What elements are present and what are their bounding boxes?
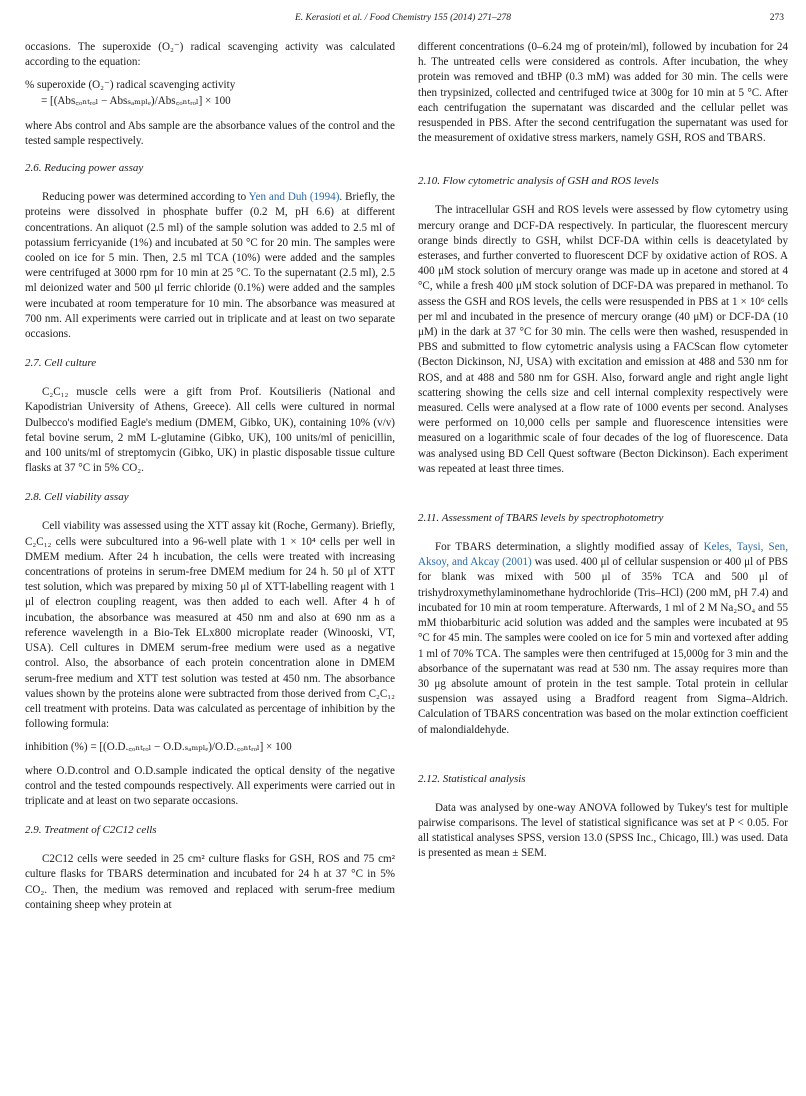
equation-inhibition: inhibition (%) = [(O.D.꜀ₒₙₜᵣₒₗ − O.D.ₛₐₘₚₗₑ)/O.D.꜀ₒₙₜᵣₒₗ] × 100 bbox=[25, 741, 292, 754]
tbars-lead: For TBARS determination, a slightly modified assay of bbox=[435, 541, 699, 554]
journal-citation: E. Kerasioti et al. / Food Chemistry 155 (2014) 271–278 bbox=[294, 13, 512, 23]
section-heading-2-8: 2.8. Cell viability assay bbox=[25, 491, 129, 504]
left-column bbox=[25, 40, 395, 913]
section-heading-2-11: 2.11. Assessment of TBARS levels by spectrophotometry bbox=[418, 512, 664, 525]
paragraph-cell-culture: C₂C₁₂ muscle cells were a gift from Prof. Koutsilieris (National and Kapodistrian University of Athens, Greece). All cells were cultured in normal Dulbecco's modified Eagle's medium (DMEM, Gibko, UK), containing 10% (v/v) fetal bovine serum, 2 mM L-glutamine (Gibko, UK), 100 units/ml of penicillin, and 100 units/ml of streptomycin (Gibko, UK) in plastic disposable tissue culture flasks at 37 °C in 5% CO₂. bbox=[25, 386, 395, 475]
section-heading-2-7: 2.7. Cell culture bbox=[25, 357, 97, 370]
paragraph-flow-cytometry: The intracellular GSH and ROS levels were assessed by flow cytometry using mercury orange and DCF-DA respectively. In particular, the fluorescent mercury orange binds directly to GSH, whilst DCF-DA within cells is deacetylated by esterases, and further converted to fluorescent DCF by oxidative action of ROS. A 400 μM stock solution of mercury orange was made up in acetone and stored at 4 °C, while a fresh 400 μM stock solution of DCF-DA was prepared in methanol. To assess the GSH and ROS levels, the cells were resuspended in PBS at 1 × 10⁶ cells per ml and incubated in the presence of mercury orange (40 μM) or DCF-DA (10 μM) in the dark at 37 °C for 30 min. The cells were then washed, resuspended in PBS and submitted to flow cytometric analysis using a FACScan flow cytometer (Becton Dickinson, NJ, USA) with excitation and emission at 488 and 530 nm for ROS, and at 488 and 580 nm for GSH. Also, forward angle and right angle light scattering showing the cells size and cell internal complexity respectively were measured. Cells were analysed at a flow rate of 1000 events per second. Analyses were performed on 10,000 cells per sample and fluorescence intensities were measured on a logarithmic scale of four decades of the log of fluorescence. Data was analysed using BD Cell Quest software (Becton Dickinson). Each experiment was repeated at least three times. bbox=[418, 204, 788, 475]
equation-superoxide-line2: = [(Abs꜀ₒₙₜᵣₒₗ − Absₛₐₘₚₗₑ)/Abs꜀ₒₙₜᵣₒₗ] × 100 bbox=[41, 94, 231, 107]
page-number: 273 bbox=[769, 13, 784, 23]
reference-link-keles[interactable]: Keles, Taysi, Sen, Aksoy, and Akcay (2001) bbox=[418, 541, 788, 569]
equation-inhibition-note: where O.D.control and O.D.sample indicated the optical density of the negative control and the tested compounds respectively. All experiments were carried out in triplicate and at least on two separate occasions. bbox=[25, 764, 395, 807]
section-heading-2-10: 2.10. Flow cytometric analysis of GSH and ROS levels bbox=[418, 175, 659, 188]
equation-superoxide-line1: % superoxide (O₂⁻) radical scavenging activity bbox=[25, 79, 236, 92]
right-column bbox=[418, 40, 788, 862]
paragraph-tbars bbox=[418, 540, 788, 738]
paragraph-superoxide-intro: occasions. The superoxide (O₂⁻) radical scavenging activity was calculated according to the equation: bbox=[25, 41, 395, 69]
paragraph-reducing-power bbox=[25, 190, 395, 342]
paragraph-statistics: Data was analysed by one-way ANOVA followed by Tukey's test for multiple pairwise comparisons. The level of statistical significance was set at P < 0.05. For all statistical analyses SPSS, version 13.0 (SPSS Inc., Chicago, Ill.) was used. Data is presented as mean ± SEM. bbox=[418, 801, 788, 860]
paragraph-treatment-continued: different concentrations (0–6.24 mg of protein/ml), followed by incubation for 24 h. The untreated cells were considered as controls. After incubation, the whey protein was removed and tBHP (0.3 mM) was added for 30 min. The cells were then trypsinized, collected and centrifuged twice at 300g for 10 min at 5 °C. After each centrifugation the supernatant was discarded and the cellular pellet was resuspended in PBS. After the second centrifugation the supernatant was used for the measurement of oxidative stress markers, namely GSH, ROS and TBARS. bbox=[418, 41, 788, 145]
section-heading-2-9: 2.9. Treatment of C2C12 cells bbox=[25, 824, 157, 837]
paragraph-treatment-c2c12: C2C12 cells were seeded in 25 cm² culture flasks for GSH, ROS and 75 cm² culture flasks for TBARS determination and incubated for 24 h at 37 °C in 5% CO₂. Then, the medium was removed and replaced with serum-free medium containing sheep whey protein at bbox=[25, 853, 395, 911]
reference-link-yen-duh[interactable]: Yen and Duh (1994) bbox=[248, 191, 340, 204]
reducing-power-lead: Reducing power was determined according to bbox=[42, 191, 247, 204]
running-head bbox=[0, 13, 806, 29]
section-heading-2-6: 2.6. Reducing power assay bbox=[25, 162, 144, 175]
reducing-power-body: . Briefly, the proteins were dissolved in phosphate buffer (0.2 M, pH 6.6) at different concentrations. An aliquot (2.5 ml) of the sample solution was added to 2.5 ml of potassium ferricyanide (1%) and incubated at 50 °C for 20 min. The samples were cooled on ice for 5 min. Then, 2.5 ml TCA (10%) were added and the samples were centrifuged at 3000 rpm for 10 min at 25 °C. To the supernatant (2.5 ml), 2.5 ml deionized water and 500 μl ferric chloride (0.1%) were added and the samples were incubated at room temperature for 10 min. The absorbance was measured at 700 nm. All experiments were carried out in triplicate and at least on two separate occasions. bbox=[25, 191, 395, 341]
section-heading-2-12: 2.12. Statistical analysis bbox=[418, 772, 526, 785]
tbars-body: was used. 400 μl of cellular suspension or 400 μl of PBS for blank was mixed with 500 μl of 35% TCA and 500 μl of trishydroxymethylaminomethane hydrochloride (Tris–HCl) (200 mM, pH 7.4) and incubated for 10 min at room temperature. Afterwards, 1 ml of 2 M Na₂SO₄ and 55 mM thiobarbituric acid solution was added and the samples were incubated at 95 °C for 45 min. The samples were cooled on ice for 5 min and vortexed after adding 1 ml of 70% TCA. The samples were then centrifuged at 15,000g for 3 min and the absorbance of the supernatant was read at 530 nm. The assay requires more than 30 μg absolute amount of protein in the test sample. Total protein in cellular suspension was assayed using a Bradford reagent from Sigma–Aldrich. Calculation of TBARS concentration was based on the molar extinction coefficient of malondialdehyde. bbox=[418, 556, 788, 736]
paragraph-cell-viability: Cell viability was assessed using the XTT assay kit (Roche, Germany). Briefly, C₂C₁₂ cells were subcultured into a 96-well plate with 1 × 10⁴ cells per well in DMEM medium. After 24 h incubation, the cells were treated with increasing concentrations of proteins in serum-free DMEM medium for 24 h. 50 μl of XTT test solution, which was prepared by mixing 50 μl of XTT-labelling reagent with 1 μl of electron coupling reagent, was then added to each well. After 4 h of incubation, the absorbance was measured at 450 nm and also at 690 nm as a reference wavelength in a Bio-Tek ELx800 microplate reader (Winooski, VT, USA). Cell cultures in DMEM serum-free medium were used as a negative control. Also, the absorbance of each protein concentration alone in DMEM serum-free medium and XTT test solution was tested at 450 nm. The absorbance values shown by the proteins alone were subtracted from those derived from C₂C₁₂ cell treatment with proteins. Data was calculated as percentage of inhibition by the following formula: bbox=[25, 520, 395, 731]
equation-where-note: where Abs control and Abs sample are the absorbance values of the control and the tested sample respectively. bbox=[25, 119, 395, 148]
